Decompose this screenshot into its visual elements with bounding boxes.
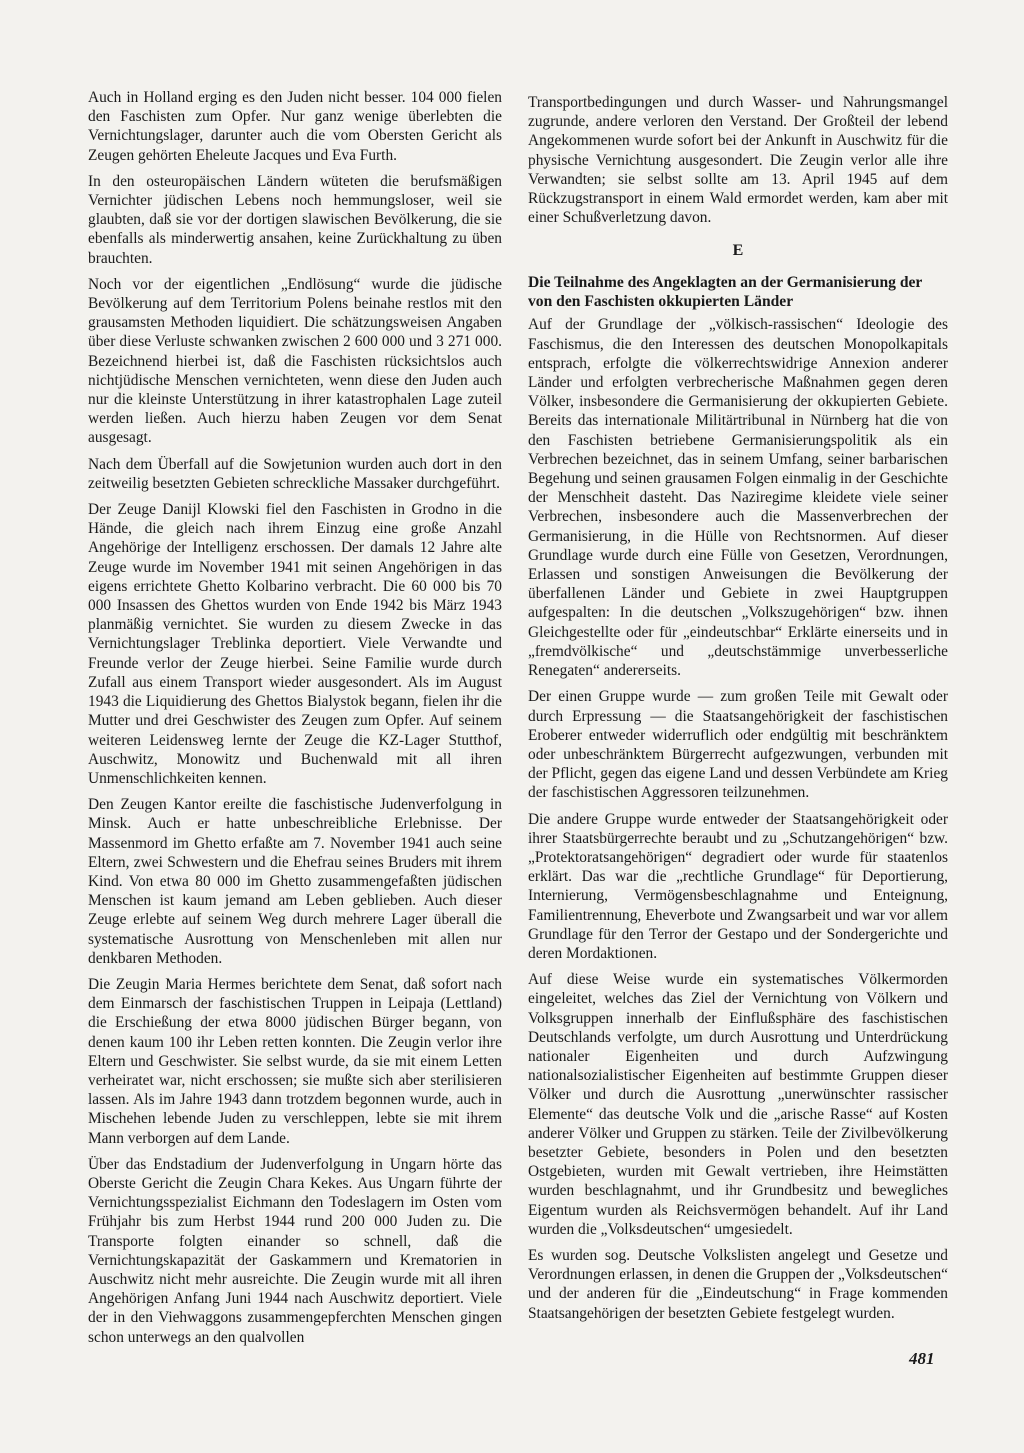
left-column — [88, 88, 502, 1354]
paragraph-grundlage: Auf der Grundlage der „völkisch-rassischen“ Ideologie des Faschismus, die den Interessen des deutschen Monopolkapitals entsprach, erfolgte die völkerrechtswidrige Annexion anderer Länder und erfolgten verbrecherische Maßnahmen gegen deren Völker, insbesondere die Germanisierung der okkupierten Gebiete. Bereits das internationale Militärtribunal in Nürnberg hat die von den Faschisten betriebene Germanisierungspolitik als ein Verbrechen bezeichnet, das in seinem Umfang, seiner barbarischen Begehung und seinen grausamen Folgen einmalig in der Geschichte der Menschheit dasteht. Das Naziregime kleidete viele seiner Verbrechen, insbesondere auch die Massenverbrechen der Germanisierung, in die Hülle von Rechtsnormen. Auf dieser Grundlage wurde durch eine Fülle von Gesetzen, Verordnungen, Erlassen und sonstigen Anweisungen die Bevölkerung der überfallenen Länder und Gebiete in zwei Hauptgruppen aufgespalten: In die deutschen „Volkszugehörigen“ bzw. ihnen Gleichgestellte oder für „eindeutschbar“ Erklärte einerseits und in „fremdvölkische“ und „deutschstämmige unverbesserliche Renegaten“ andererseits. — [528, 316, 948, 680]
paragraph-sowjetunion: Nach dem Überfall auf die Sowjetunion wurden auch dort in den zeitweilig besetzten Gebieten schreckliche Massaker durchgeführt. — [88, 455, 502, 492]
paragraph-volkslisten: Es wurden sog. Deutsche Volkslisten angelegt und Gesetze und Verordnungen erlassen, in denen die Gruppen der „Volksdeutschen“ und der anderen für die „Eindeutschung“ in Frage kommenden Staatsangehörigen der besetzten Gebiete festgelegt wurden. — [528, 1246, 948, 1322]
paragraph-andere-gruppe: Die andere Gruppe wurde entweder der Staatsangehörigkeit oder ihrer Staatsbürgerrechte beraubt und zu „Schutzangehörigen“ bzw. „Protektoratsangehörigen“ degradiert oder wurde für staatenlos erklärt. Das war die „rechtliche Grundlage“ für Deportierung, Internierung, Vermögensbeschlagnahme und Enteignung, Familientrennung, Eheverbote und Zwangsarbeit und war vor allem Grundlage für den Terror der Gestapo und der Sondergerichte und deren Mordaktionen. — [528, 810, 948, 962]
paragraph-hermes: Die Zeugin Maria Hermes berichtete dem Senat, daß sofort nach dem Einmarsch der faschistischen Truppen in Leipaja (Lettland) die Erschießung der etwa 8000 jüdischen Bürger begann, von denen kaum 100 ihr Leben retten konnten. Die Zeugin verlor ihre Eltern und Geschwister. Sie selbst wurde, da sie mit einem Letten verheiratet war, nicht erschossen; sie mußte sich aber sterilisieren lassen. Als im Jahre 1943 dann trotzdem begonnen wurde, auch in Mischehen lebende Juden zu verschleppen, lebte sie mit ihrem Mann verborgen auf dem Lande. — [88, 975, 502, 1147]
paragraph-voelkermorden: Auf diese Weise wurde ein systematisches Völkermorden eingeleitet, welches das Ziel der Vernichtung von Völkern und Volksgruppen innerhalb der Einflußsphäre des faschistischen Deutschlands verfolgte, um durch Ausrottung und Unterdrückung nationaler Eigenheiten und durch Aufzwingung nationalsozialistischer Eigenheiten auf bestimmte Gruppen dieser Völker und durch die Ausrottung „unerwünschter rassischer Elemente“ das deutsche Volk und die „arische Rasse“ auf Kosten anderer Völker und Gruppen zu stärken. Teile der Zivilbevölkerung besetzter Gebiete, besonders in Polen und den besetzten Ostgebieten, wurden mit Gewalt vertrieben, ihre Heimstätten wurden beschlagnahmt, und ihr Grundbesitz und bewegliches Eigentum wurden als Reichsvermögen behandelt. Auf ihr Land wurden die „Volksdeutschen“ umgesiedelt. — [528, 971, 948, 1238]
paragraph-kekes: Über das Endstadium der Judenverfolgung in Ungarn hörte das Oberste Gericht die Zeugin Chara Kekes. Aus Ungarn führte der Vernichtungsspezialist Eichmann den Todeslagern im Osten vom Frühjahr bis zum Herbst 1944 rund 200 000 Juden zu. Die Transporte folgten einander so schnell, daß die Vernichtungskapazität der Gaskammern und Krematorien in Auschwitz nicht mehr ausreichte. Die Zeugin wurde mit all ihren Angehörigen Anfang Juni 1944 nach Auschwitz deportiert. Viele der in den Viehwaggons zusammengepferchten Menschen gingen schon unterwegs an den qualvollen — [88, 1155, 502, 1346]
page-number: 481 — [909, 1349, 935, 1368]
paragraph-osteuropa: In den osteuropäischen Ländern wüteten die berufsmäßigen Vernichter jüdischen Lebens noch hemmungsloser, weil sie glaubten, daß sie vor der dortigen slawischen Bevölkerung, die sie ebenfalls als minderwertig ansahen, keine Zurückhaltung zu üben brauchten. — [88, 172, 502, 267]
paragraph-klowski: Der Zeuge Danijl Klowski fiel den Faschisten in Grodno in die Hände, die gleich nach ihrem Einzug eine große Anzahl Angehörige der Intelligenz erschossen. Der damals 12 Jahre alte Zeuge wurde im November 1941 mit seinen Angehörigen in das eigens errichtete Ghetto Kolbarino verbracht. Die 60 000 bis 70 000 Insassen des Ghettos wurden von Ende 1942 bis März 1943 planmäßig vernichtet. Sie wurden zu diesem Zwecke in das Vernichtungslager Treblinka deportiert. Viele Verwandte und Freunde verlor der Zeuge hierbei. Seine Familie wurde durch Zufall aus einem Transport wieder ausgesondert. Als im August 1943 die Liquidierung des Ghettos Bialystok begann, fielen ihr die Mutter und drei Geschwister des Zeugen zum Opfer. Auf seinem weiteren Leidensweg lernte der Zeuge die KZ-Lager Stutthof, Auschwitz, Monowitz und Buchenwald mit all ihren Unmenschlichkeiten kennen. — [88, 501, 502, 787]
paragraph-polen: Noch vor der eigentlichen „Endlösung“ wurde die jüdische Bevölkerung auf dem Territorium Polens beinahe restlos mit den grausamsten Methoden liquidiert. Die schätzungsweisen Angaben über diese Verluste schwanken zwischen 2 600 000 und 3 271 000. Bezeichnend hierbei ist, daß die Faschisten rücksichtslos auch nichtjüdische Menschen vernichteten, wenn diese den Juden auch nur die kleinste Unterstützung in ihrer katastrophalen Lage zuteil werden ließen. Auch hierzu haben Zeugen vor dem Senat ausgesagt. — [88, 275, 502, 447]
paragraph-transport: Transportbedingungen und durch Wasser- und Nahrungsmangel zugrunde, andere verloren den Verstand. Der Großteil der lebend Angekommenen wurde sofort bei der Ankunft in Auschwitz für die physische Vernichtung ausgesondert. Die Zeugin verlor alle ihre Verwandten; sie selbst sollte am 13. April 1945 auf dem Rückzugstransport in einem Wald ermordet werden, kam aber mit einer Schußverletzung davon. — [528, 94, 948, 227]
paragraph-einen-gruppe: Der einen Gruppe wurde — zum großen Teile mit Gewalt oder durch Erpressung — die Staatsangehörigkeit der faschistischen Eroberer entweder widerruflich oder endgültig mit beschränktem oder unbeschränktem Bürgerrecht aufgezwungen, verbunden mit der Pflicht, gegen das eigene Land und dessen Verbündete am Krieg der faschistischen Aggressoren teilzunehmen. — [528, 688, 948, 802]
paragraph-kantor: Den Zeugen Kantor ereilte die faschistische Judenverfolgung in Minsk. Auch er hatte unbeschreibliche Erlebnisse. Der Massenmord im Ghetto erfaßte am 7. November 1941 auch seine Eltern, zwei Schwestern und die Ehefrau seines Bruders mit ihrem Kind. Von etwa 80 000 im Ghetto zusammengefaßten jüdischen Menschen ist kaum jemand am Leben geblieben. Auch dieser Zeuge erlebte auf seinem Weg durch mehrere Lager überall die systematische Ausrottung von Menschenleben mit allen nur denkbaren Methoden. — [88, 796, 502, 967]
paragraph-holland: Auch in Holland erging es den Juden nicht besser. 104 000 fielen den Faschisten zum Opfer. Nur ganz wenige überlebten die Vernichtungslager, darunter auch die vom Obersten Gericht als Zeugen gehörten Eheleute Jacques und Eva Furth. — [88, 89, 502, 164]
section-heading: Die Teilnahme des Angeklagten an der Germanisierung der von den Faschisten okkupierten Länder — [528, 273, 923, 311]
right-column — [528, 93, 948, 1330]
section-letter: E — [732, 242, 744, 260]
